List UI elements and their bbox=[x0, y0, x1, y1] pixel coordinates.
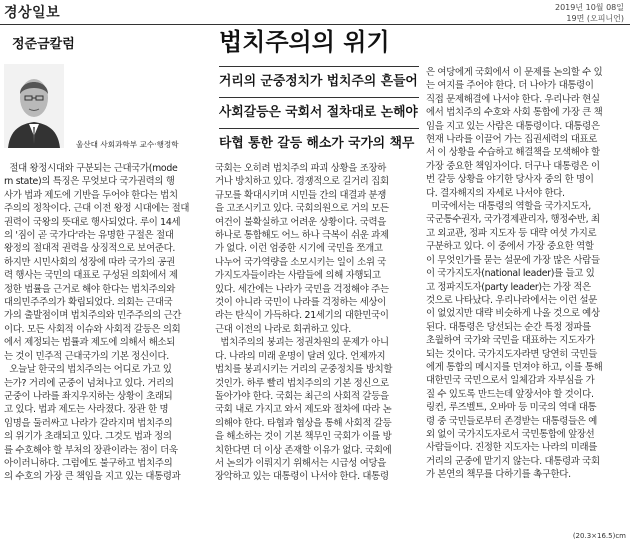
text-line: 의 위기가 초래되고 있다. 그것도 법과 정의 bbox=[4, 431, 172, 443]
text-line: 구분하고 있다. 이 중에서 가장 중요한 역할 bbox=[426, 241, 594, 253]
subheadline-3: 타협 통한 갈등 해소가 국가의 책무 bbox=[219, 128, 419, 159]
text-line: 질 수 있도록 만드는데 앞장서야 할 것이다. bbox=[426, 388, 594, 400]
text-line: 되는 것이다. 국가지도자라면 당연히 국민들 bbox=[426, 348, 598, 360]
text-line: 근대 이전의 나라로 회귀하고 있다. bbox=[215, 323, 351, 335]
text-line: 의해야 한다. 타협과 협상을 통해 사회적 갈등 bbox=[215, 417, 392, 429]
text-line: 돌아가야 한다. 국회는 최근의 사회적 갈등을 bbox=[215, 390, 389, 402]
text-line: 거리의 군중에 맡기지 않는다. 대통령과 국회 bbox=[426, 455, 600, 467]
text-line: 을 해소하는 것이 기본 책무인 국회가 이를 방 bbox=[215, 431, 392, 443]
text-line: 에서 제정되는 법률과 제도에 의해서 해소되 bbox=[4, 337, 176, 349]
text-line: 는 여지를 주어야 한다. 더 나아가 대통령이 bbox=[426, 80, 594, 92]
text-line: 다. 결자해지의 자세로 나서야 한다. bbox=[426, 187, 565, 199]
text-line: 을 고조시키고 있다. 국회의원으로 거의 모든 bbox=[215, 203, 389, 215]
text-line: 아이러니하다. 그럼에도 불구하고 법치주의 bbox=[4, 457, 173, 469]
text-line: 현재 나라를 이끌어 가는 집권세력의 대표로 bbox=[426, 134, 598, 146]
text-line: 고 정파지도자(party leader)는 가장 적은 bbox=[426, 281, 591, 293]
article-column-2 bbox=[215, 162, 420, 484]
text-line: 에서 법치주의 수호와 사회 통합에 가장 큰 책 bbox=[426, 107, 603, 119]
text-line: 는 것이 민주적 근대국가의 기본 정신이다. bbox=[4, 350, 169, 362]
text-line: 하나로 통합해도 어느 하나 극복이 쉬운 과제 bbox=[215, 230, 389, 242]
text-line: 의 '짐이 곧 국가다'라는 유명한 구절은 절대 bbox=[4, 230, 174, 242]
text-line: 이 무엇인가를 묻는 설문에 가장 많은 사람들 bbox=[426, 254, 600, 266]
article-size-note: (20.3×16.5)cm bbox=[572, 532, 626, 540]
subheadline-1: 거리의 군중정치가 법치주의 흔들어 bbox=[219, 66, 419, 97]
text-line: 여건이 불확실하고 어려운 상황이다. 국력을 bbox=[215, 216, 387, 228]
text-line: 미국에서는 대통령의 역할을 국가지도자, bbox=[426, 201, 591, 213]
date-text: 2019년 10월 08일 bbox=[555, 3, 624, 12]
text-line: 된다. 대통령은 당선되는 순간 특정 정파를 bbox=[426, 321, 591, 333]
text-line: 가 없다. 이런 엄중한 시기에 국민을 쪼개고 bbox=[215, 243, 383, 255]
text-line: 번 갈등 상황을 야기한 당사자 중의 한 명이 bbox=[426, 174, 594, 186]
text-line: 거나 방치하고 있다. 경쟁적으로 길거리 집회 bbox=[215, 176, 389, 188]
text-line: 장악하고 있는 대통령이 나서야 한다. 대통령 bbox=[215, 471, 389, 483]
issue-date bbox=[555, 2, 624, 24]
text-line: 초월하여 국가와 국민을 대표하는 지도자가 bbox=[426, 335, 595, 347]
text-line: 고 있다. 법과 제도는 사라졌다. 장관 한 명 bbox=[4, 404, 169, 416]
text-line: 왕정의 절대적 권력을 상징적으로 보여준다. bbox=[4, 243, 176, 255]
text-line: 것이 아니라 국민이 나라를 걱정하는 세상이 bbox=[215, 297, 387, 309]
text-line: 절대 왕정시대와 구분되는 근대국가(mode bbox=[4, 163, 178, 174]
text-line: 대의민주주의가 확립되었다. 의회는 근대국 bbox=[4, 297, 173, 309]
text-line: 있다. 세간에는 나라가 국민을 걱정해야 주는 bbox=[215, 283, 389, 295]
text-line: 링컨, 루즈벨트, 오바마 등 미국의 역대 대통 bbox=[426, 402, 597, 414]
text-line: 하지만 시민사회의 성장에 따라 국가의 공권 bbox=[4, 256, 176, 268]
text-line: 서 논의가 이뤄지기 위해서는 시급성 여당을 bbox=[215, 457, 387, 469]
text-line: rn state)의 특징은 무엇보다 국가권력의 행 bbox=[4, 176, 175, 188]
text-line: 사람들이다. 진정한 지도자는 나라의 미래를 bbox=[426, 442, 598, 454]
text-line: 가장 중요한 책임자이다. 더구나 대통령은 이 bbox=[426, 160, 600, 172]
text-line: 나누어 국가역량을 소모시키는 일이 소위 국 bbox=[215, 256, 387, 268]
text-line: 라는 탄식이 가득하다. 21세기의 대한민국이 bbox=[215, 310, 389, 322]
article-column-3 bbox=[426, 66, 626, 482]
author-photo bbox=[4, 64, 64, 148]
text-line: 치한다면 더 이상 존재할 이유가 없다. 국회에 bbox=[215, 444, 392, 456]
text-line: 것인가. 하루 빨리 법치주의의 기본 정신으로 bbox=[215, 377, 389, 389]
text-line: 사가 법과 제도에 기반을 두어야 한다는 법치 bbox=[4, 189, 178, 201]
text-line: 법치를 붕괴시키는 거리의 군중정치를 방치할 bbox=[215, 364, 393, 376]
text-line: 력 행사는 국민의 대표로 구성된 의회에서 제 bbox=[4, 270, 178, 282]
text-line: 서 이 상황을 수습하고 해결책을 모색해야 할 bbox=[426, 147, 600, 159]
text-line: 권력이 국왕의 뜻대로 행사되었다. 루이 14세 bbox=[4, 216, 181, 228]
text-line: 국군통수권자, 국가경제관리자, 행정수반, 최 bbox=[426, 214, 600, 226]
text-line: 직접 문제해결에 나서야 한다. 우리나라 현실 bbox=[426, 93, 600, 105]
text-line: 은 여당에게 국회에서 이 문제를 논의할 수 있 bbox=[426, 67, 603, 78]
text-line: 임명을 둘러싸고 나라가 갈라지며 법치주의 bbox=[4, 417, 173, 429]
text-line: 군중이 나라를 좌지우지하는 상황이 초래되 bbox=[4, 390, 173, 402]
text-line: 국회 내로 가지고 와서 제도와 절차에 따라 논 bbox=[215, 404, 392, 416]
article-column-1 bbox=[4, 162, 209, 484]
text-line: 규모를 확대시키며 시민들 간의 대결과 분쟁 bbox=[215, 189, 387, 201]
text-line: 가지도자들이라는 사람들에 의해 자행되고 bbox=[215, 270, 381, 282]
page-section: 19면 (오피니언) bbox=[566, 14, 624, 23]
text-line: 대한민국 국민으로서 일체감과 자부심을 가 bbox=[426, 375, 595, 387]
text-line: 가의 출발점이며 법치주의와 민주주의의 근간 bbox=[4, 310, 182, 322]
text-line: 의 수호의 가장 큰 책임을 지고 있는 대통령과 bbox=[4, 471, 181, 483]
text-line: 것으로 나타났다. 우리나라에서는 이런 설문 bbox=[426, 294, 598, 306]
author-byline: 울산대 사회과학부 교수·행정학 bbox=[76, 140, 179, 149]
text-line: 오늘날 한국의 법치주의는 어디로 가고 있 bbox=[4, 364, 172, 376]
text-line: 정한 법률을 근거로 해야 한다는 법치주의와 bbox=[4, 283, 176, 295]
text-line: 법치주의의 붕괴는 정권차원의 문제가 아니 bbox=[215, 337, 389, 349]
text-line: 는가? 거리에 군중이 넘쳐나고 있다. 거리의 bbox=[4, 377, 174, 389]
text-line: 국회는 오히려 법치주의 파괴 상황을 조장하 bbox=[215, 163, 387, 174]
text-line: 에게 통합의 메시지를 던져야 하고, 이를 통해 bbox=[426, 361, 603, 373]
text-line: 외 없이 국가지도자로서 국민통합에 앞장선 bbox=[426, 428, 595, 440]
text-line: 이 없었지만 대략 비슷하게 나올 것으로 예상 bbox=[426, 308, 600, 320]
text-line: 고 외교관, 정파 지도자 등 대략 여섯 가지로 bbox=[426, 227, 597, 239]
text-line: 주의의 정착이다. 근대 이전 왕정 시대에는 절대 bbox=[4, 203, 190, 215]
text-line: 이 국가지도자(national leader)를 들고 있 bbox=[426, 268, 595, 280]
subheadline-2: 사회갈등은 국회서 절차대로 논해야 bbox=[219, 97, 419, 128]
column-name: 정준금칼럼 bbox=[12, 37, 75, 52]
article-headline: 법치주의의 위기 bbox=[219, 27, 390, 56]
text-line: 를 수호해야 할 부처의 장관이라는 점이 더욱 bbox=[4, 444, 178, 456]
text-line: 가 본연의 책무를 다하기를 촉구한다. bbox=[426, 469, 571, 481]
text-line: 이다. 모든 사회적 이슈와 사회적 갈등은 의회 bbox=[4, 323, 181, 335]
text-line: 다. 나라의 미래 운명이 달려 있다. 언제까지 bbox=[215, 350, 386, 362]
text-line: 령 중 국민들로부터 존경받는 대통령들은 예 bbox=[426, 415, 598, 427]
text-line: 임을 지고 있는 사람은 대통령이다. 대통령은 bbox=[426, 120, 600, 132]
newspaper-masthead: 경상일보 bbox=[4, 5, 61, 21]
